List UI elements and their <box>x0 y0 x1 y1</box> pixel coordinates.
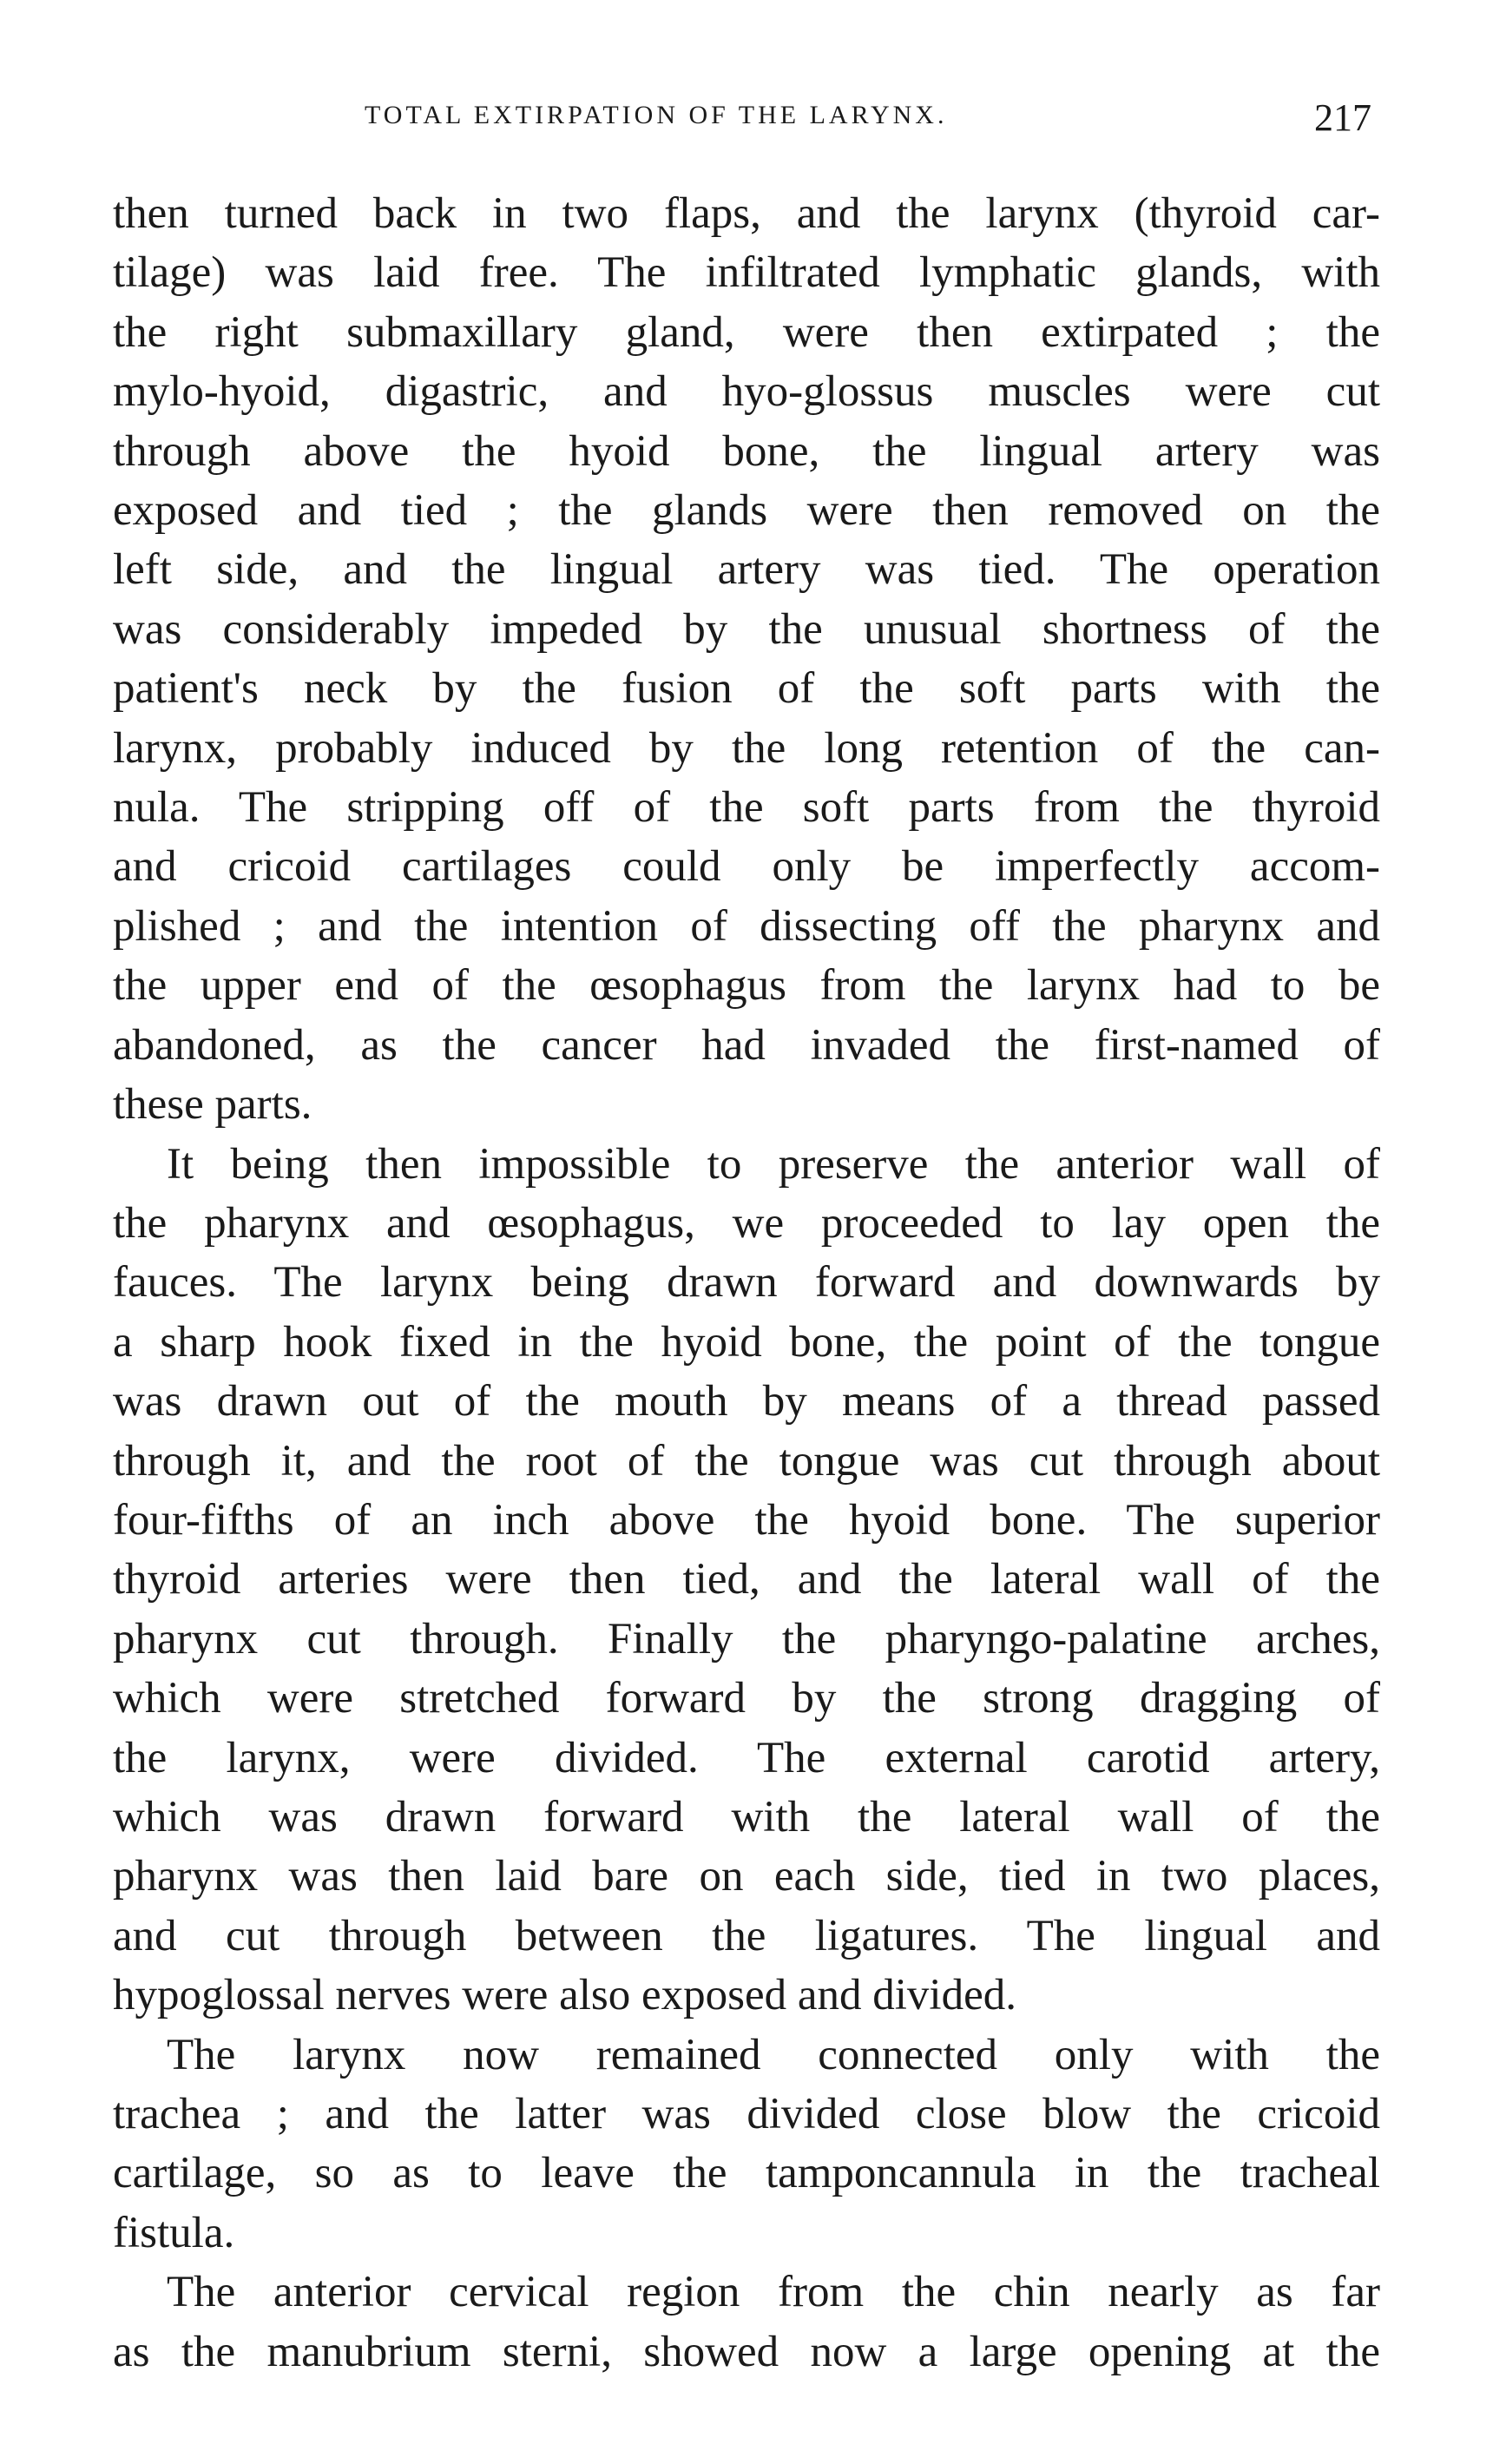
text-line: the larynx, were divided. The external carotid artery, <box>113 1733 1380 1782</box>
text-line: patient's neck by the fusion of the soft parts with the <box>113 664 1380 714</box>
text-line: through it, and the root of the tongue was cut through about <box>113 1436 1380 1486</box>
running-header <box>122 96 1371 148</box>
running-title: TOTAL EXTIRPATION OF THE LARYNX. <box>365 101 948 129</box>
text-line: these parts. <box>113 1080 312 1130</box>
text-line: through above the hyoid bone, the lingual artery was <box>113 426 1380 476</box>
text-line: which were stretched forward by the strong dragging of <box>113 1674 1380 1723</box>
text-line: plished ; and the intention of dissecting off the pharynx and <box>113 901 1380 951</box>
text-line: was considerably impeded by the unusual shortness of the <box>113 604 1380 654</box>
text-line: pharynx was then laid bare on each side, tied in two places, <box>113 1852 1380 1901</box>
text-line: pharynx cut through. Finally the pharyngo-palatine arches, <box>113 1614 1380 1664</box>
text-line: a sharp hook fixed in the hyoid bone, the point of the tongue <box>113 1317 1380 1367</box>
text-line: then turned back in two flaps, and the larynx (thyroid car- <box>113 189 1380 238</box>
text-line: fauces. The larynx being drawn forward and downwards by <box>113 1258 1380 1308</box>
body-text <box>113 184 1380 2382</box>
text-line: abandoned, as the cancer had invaded the first-named of <box>113 1020 1380 1070</box>
text-line: left side, and the lingual artery was tied. The operation <box>113 545 1380 595</box>
text-line: as the manubrium sterni, showed now a large opening at the <box>113 2327 1380 2376</box>
text-line: the upper end of the œsophagus from the larynx had to be <box>113 961 1380 1011</box>
text-line: It being then impossible to preserve the anterior wall of <box>167 1139 1380 1189</box>
text-line: nula. The stripping off of the soft parts from the thyroid <box>113 783 1380 833</box>
text-line: and cut through between the ligatures. The lingual and <box>113 1911 1380 1960</box>
text-line: exposed and tied ; the glands were then removed on the <box>113 486 1380 536</box>
text-line: was drawn out of the mouth by means of a thread passed <box>113 1377 1380 1426</box>
page-number: 217 <box>1314 96 1371 139</box>
text-line: which was drawn forward with the lateral wall of the <box>113 1792 1380 1841</box>
text-line: fistula. <box>113 2208 235 2257</box>
text-line: the pharynx and œsophagus, we proceeded to lay open the <box>113 1198 1380 1248</box>
text-line: tilage) was laid free. The infiltrated lymphatic glands, with <box>113 248 1380 298</box>
text-line: the right submaxillary gland, were then extirpated ; the <box>113 307 1380 357</box>
text-line: thyroid arteries were then tied, and the lateral wall of the <box>113 1555 1380 1604</box>
text-line: mylo-hyoid, digastric, and hyo-glossus muscles were cut <box>113 367 1380 417</box>
text-line: cartilage, so as to leave the tamponcannula in the tracheal <box>113 2149 1380 2198</box>
text-line: trachea ; and the latter was divided close blow the cricoid <box>113 2090 1380 2138</box>
text-line: larynx, probably induced by the long retention of the can- <box>113 723 1380 773</box>
text-line: The anterior cervical region from the chin nearly as far <box>167 2268 1380 2317</box>
text-line: four-fifths of an inch above the hyoid bone. The superior <box>113 1495 1380 1545</box>
text-line: and cricoid cartilages could only be imperfectly accom- <box>113 842 1380 892</box>
text-line: hypoglossal nerves were also exposed and divided. <box>113 1971 1016 2020</box>
text-line: The larynx now remained connected only with the <box>167 2030 1380 2079</box>
